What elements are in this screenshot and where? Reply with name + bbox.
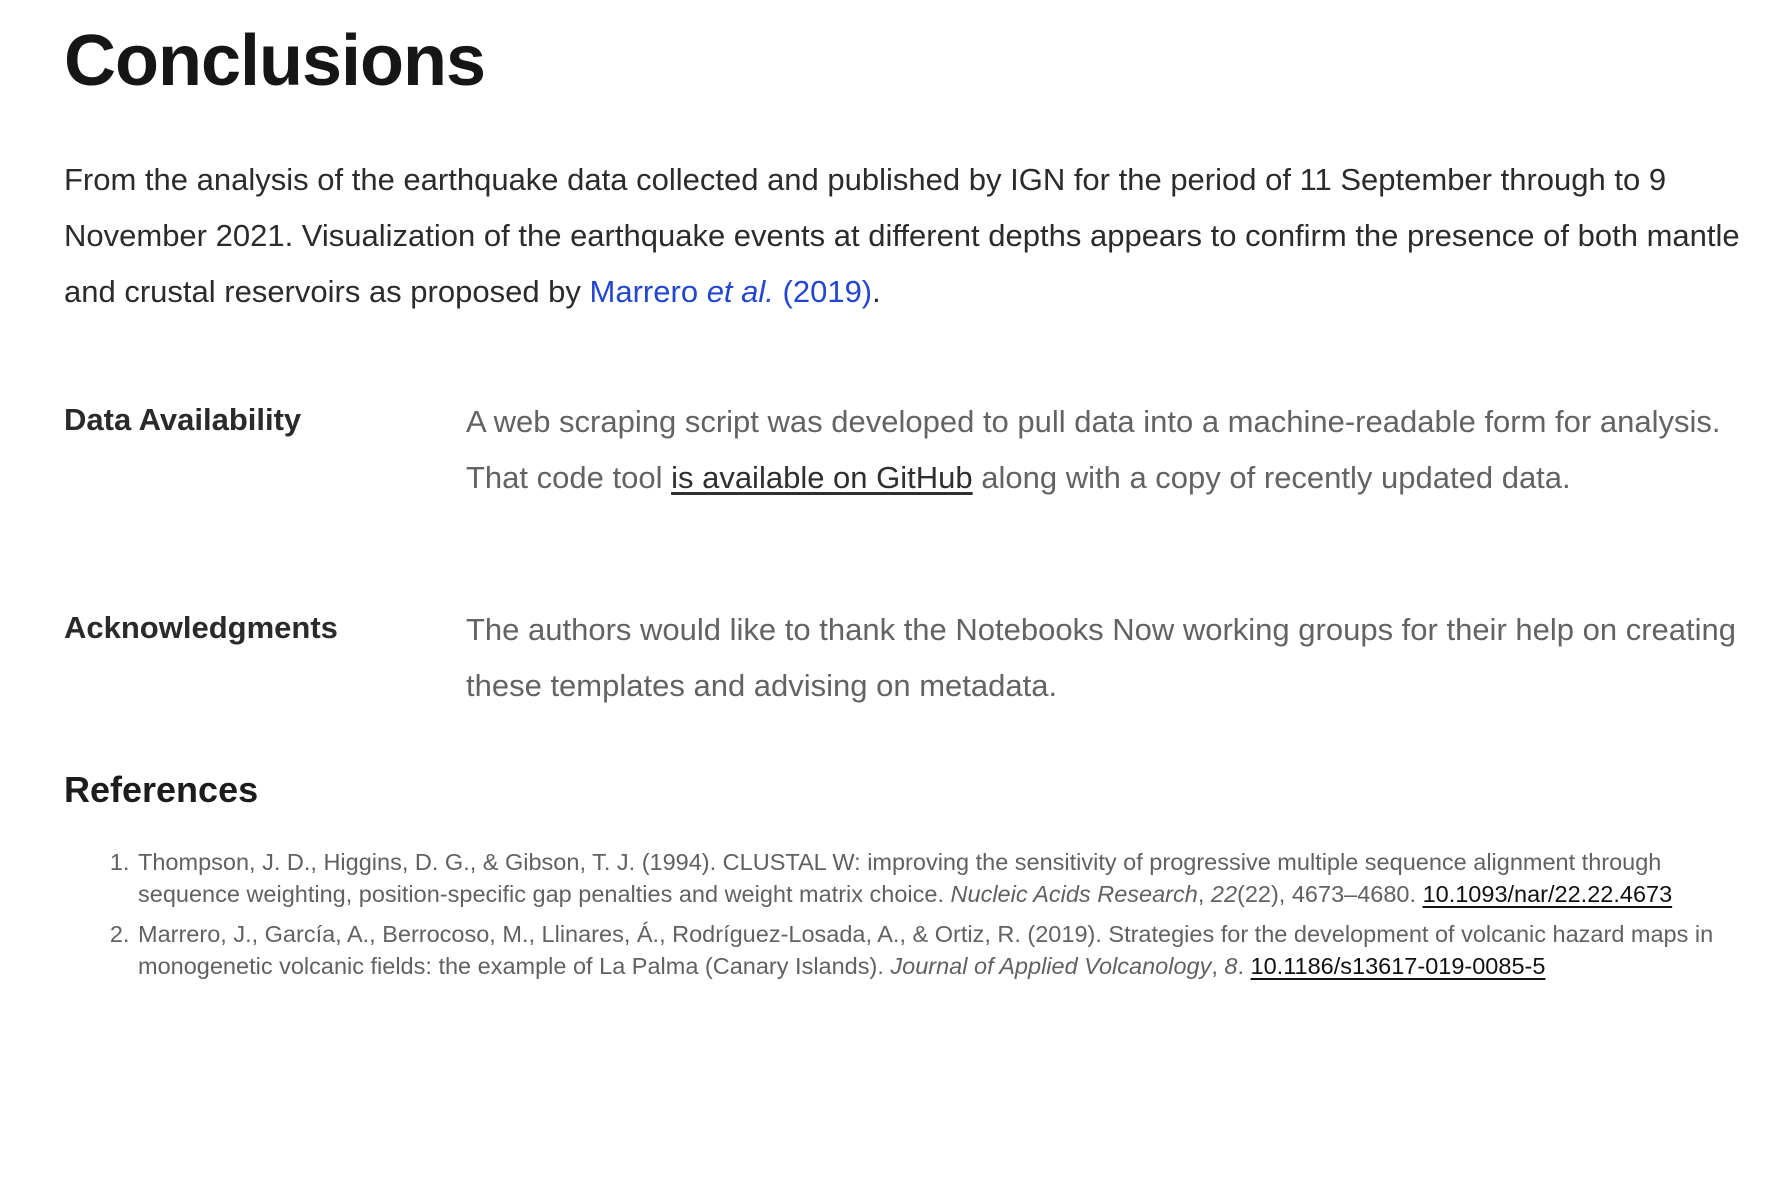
github-link[interactable]: is available on GitHub [671,460,973,496]
reference-doi-link[interactable]: 10.1093/nar/22.22.4673 [1422,881,1673,908]
intro-text: From the analysis of the earthquake data collected and published by IGN for the period of 11 September through to 9 November 2021. Visualization of the earthquake events at different depths appears to confirm the presence of both mantle and crustal reservoirs as proposed by [64,162,1740,310]
citation-etal: et al. [706,274,774,310]
citation-link[interactable] [590,274,873,309]
reference-volume: 8 [1224,953,1238,980]
intro-end-punct: . [872,274,881,310]
acknowledgments-text: The authors would like to thank the Notebooks Now working groups for their help on creating these templates and advising on metadata. [466,612,1736,704]
references-heading: References [64,769,259,811]
acknowledgments-label: Acknowledgments [64,610,338,646]
reference-separator: , [1211,953,1225,980]
reference-journal: Journal of Applied Volcanology [890,953,1212,980]
article-section [64,0,1744,990]
reference-item [136,846,1744,910]
citation-year: (2019) [773,274,873,310]
data-availability-text-after: along with a copy of recently updated data. [972,460,1571,496]
intro-paragraph [64,152,1744,320]
reference-text: Marrero, J., García, A., Berrocoso, M., Llinares, Á., Rodríguez-Losada, A., & Ortiz, R. (2019). Strategies for the development of volcanic hazard maps in monogenetic volcanic fields: the example of La Palma (Canary Islands). [138,921,1714,980]
reference-pages: (22), 4673–4680. [1237,881,1423,908]
reference-separator: , [1197,881,1211,908]
data-availability-label: Data Availability [64,402,302,438]
references-list [64,846,1744,982]
reference-journal: Nucleic Acids Research [950,881,1198,908]
reference-item [136,918,1744,982]
reference-volume: 22 [1210,881,1238,908]
data-availability-text-before: A web scraping script was developed to pull data into a machine-readable form for analysis. That code tool [466,404,1721,496]
citation-author: Marrero [589,274,707,310]
page-title: Conclusions [64,21,486,101]
data-availability-section [64,398,1744,506]
acknowledgments-section [64,606,1744,714]
reference-doi-link[interactable]: 10.1186/s13617-019-0085-5 [1250,953,1546,980]
data-availability-text [466,394,1744,506]
reference-pages: . [1237,953,1251,980]
reference-text: Thompson, J. D., Higgins, D. G., & Gibson, T. J. (1994). CLUSTAL W: improving the sensitivity of progressive multiple sequence alignment through sequence weighting, position-specific gap penalties and weight matrix choice. [138,849,1662,908]
